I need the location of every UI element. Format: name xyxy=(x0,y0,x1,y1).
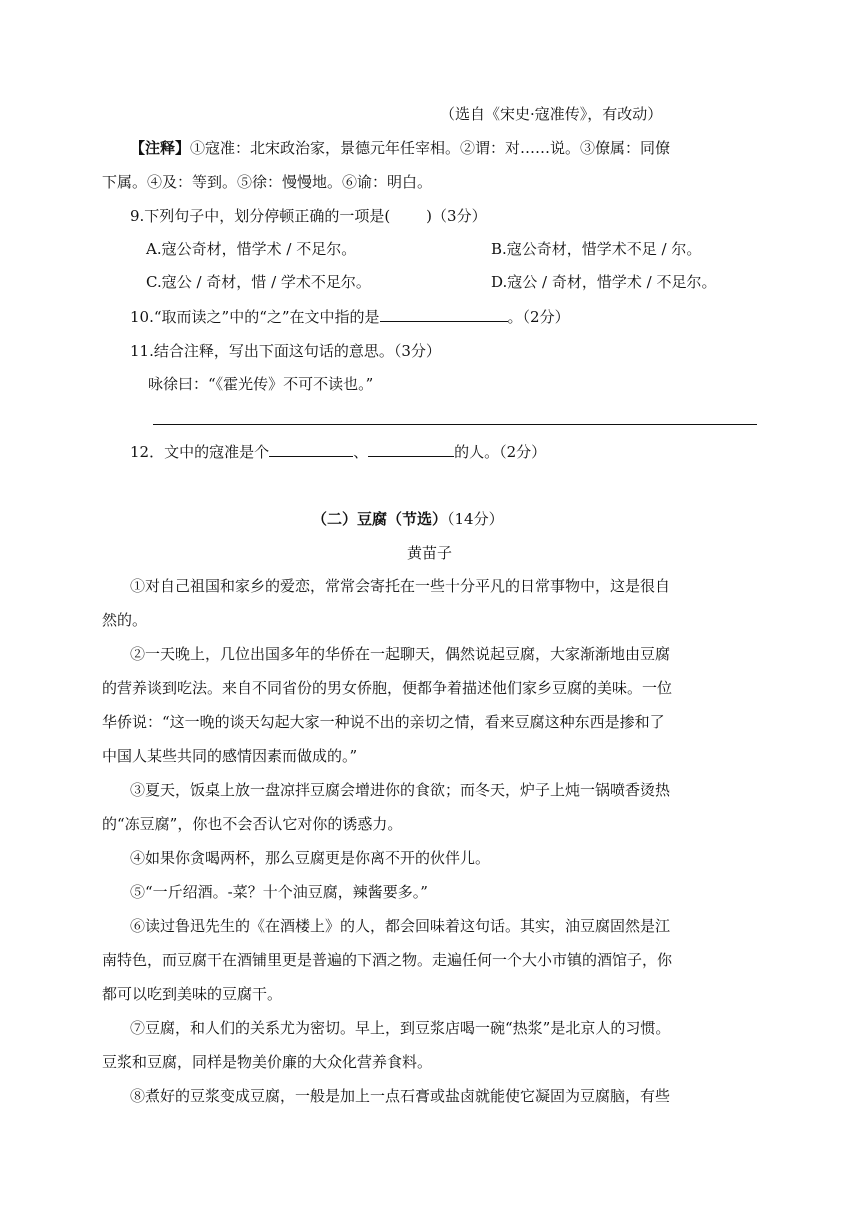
article-line: ④如果你贪喝两杯，那么豆腐更是你离不开的伙伴儿。 xyxy=(130,849,491,867)
q11-answer-line[interactable] xyxy=(153,424,757,425)
q12-score: 的人。（2分） xyxy=(454,443,547,461)
article-line: ⑧煮好的豆浆变成豆腐，一般是加上一点石膏或盐卤就能使它凝固为豆腐脑，有些 xyxy=(130,1087,671,1105)
article-line: ⑥读过鲁迅先生的《在酒楼上》的人，都会回味着这句话。其实，油豆腐固然是江 xyxy=(130,917,671,935)
article-author: 黄苗子 xyxy=(407,544,453,562)
q10-score: 。（2分） xyxy=(507,308,570,326)
q9-score: )（3分） xyxy=(426,207,487,225)
article-line: ⑤“一斤绍酒。-菜？十个油豆腐，辣酱要多。” xyxy=(130,883,428,901)
q9-stem-text: 9.下列句子中，划分停顿正确的一项是( xyxy=(130,207,391,225)
notes-line-2: 下属。④及：等到。⑤徐：慢慢地。⑥谕：明白。 xyxy=(102,173,433,191)
notes-label: 【注释】 xyxy=(130,139,191,157)
q9-option-c: C.寇公 / 奇材，惜 / 学术不足尔。 xyxy=(146,273,371,291)
notes-text-1: ①寇准：北宋政治家，景德元年任宰相。②谓：对……说。③僚属：同僚 xyxy=(190,139,671,157)
article-line: 都可以吃到美味的豆腐干。 xyxy=(102,985,283,1003)
q9-option-a: A.寇公奇材，惜学术 / 不足尔。 xyxy=(146,240,357,258)
article-line: ①对自己祖国和家乡的爱恋，常常会寄托在一些十分平凡的日常事物中，这是很自 xyxy=(130,577,671,595)
section-title: （二）豆腐（节选） xyxy=(312,510,448,528)
q10-answer-blank[interactable] xyxy=(380,305,508,322)
article-line: 南特色，而豆腐干在酒铺里更是普遍的下酒之物。走遍任何一个大小市镇的酒馆子，你 xyxy=(102,951,673,969)
question-10 xyxy=(130,305,570,328)
question-11-quote: 咏徐曰：“《霍光传》不可不读也。” xyxy=(148,375,374,393)
q9-option-d: D.寇公 / 奇材，惜学术 / 不足尔。 xyxy=(491,273,717,291)
article-line: 的“冻豆腐”，你也不会否认它对你的诱惑力。 xyxy=(102,815,403,833)
source-citation: （选自《宋史·寇准传》，有改动） xyxy=(440,105,663,123)
article-line: ②一天晚上，几位出国多年的华侨在一起聊天，偶然说起豆腐，大家渐渐地由豆腐 xyxy=(130,645,671,663)
article-line: ③夏天，饭桌上放一盘凉拌豆腐会增进你的食欲；而冬天，炉子上炖一锅喷香烫热 xyxy=(130,781,671,799)
question-9-stem xyxy=(130,205,487,227)
article-line: 的营养谈到吃法。来自不同省份的男女侨胞，便都争着描述他们家乡豆腐的美味。一位 xyxy=(102,679,673,697)
article-line: ⑦豆腐，和人们的关系尤为密切。早上，到豆浆店喝一碗“热浆”是北京人的习惯。 xyxy=(130,1019,671,1037)
q9-option-b: B.寇公奇材，惜学术不足 / 尔。 xyxy=(491,240,702,258)
article-line: 然的。 xyxy=(102,611,148,629)
section-heading xyxy=(312,508,504,530)
q12-stem: 12．文中的寇准是个 xyxy=(130,443,270,461)
article-line: 华侨说：“这一晚的谈天勾起大家一种说不出的亲切之情，看来豆腐这种东西是掺和了 xyxy=(102,713,665,731)
q10-stem: 10.“取而读之”中的“之”在文中指的是 xyxy=(130,308,380,326)
article-line: 豆浆和豆腐，同样是物美价廉的大众化营养食料。 xyxy=(102,1053,433,1071)
q12-answer-blank-1[interactable] xyxy=(269,440,353,457)
q12-separator: 、 xyxy=(353,443,369,461)
article-line: 中国人某些共同的感情因素而做成的。” xyxy=(102,747,358,765)
question-12 xyxy=(130,440,546,463)
section-score: （14分） xyxy=(447,510,504,528)
notes-line-1 xyxy=(130,137,670,159)
q12-answer-blank-2[interactable] xyxy=(368,440,454,457)
question-11-stem: 11.结合注释，写出下面这句话的意思。（3分） xyxy=(130,342,441,360)
